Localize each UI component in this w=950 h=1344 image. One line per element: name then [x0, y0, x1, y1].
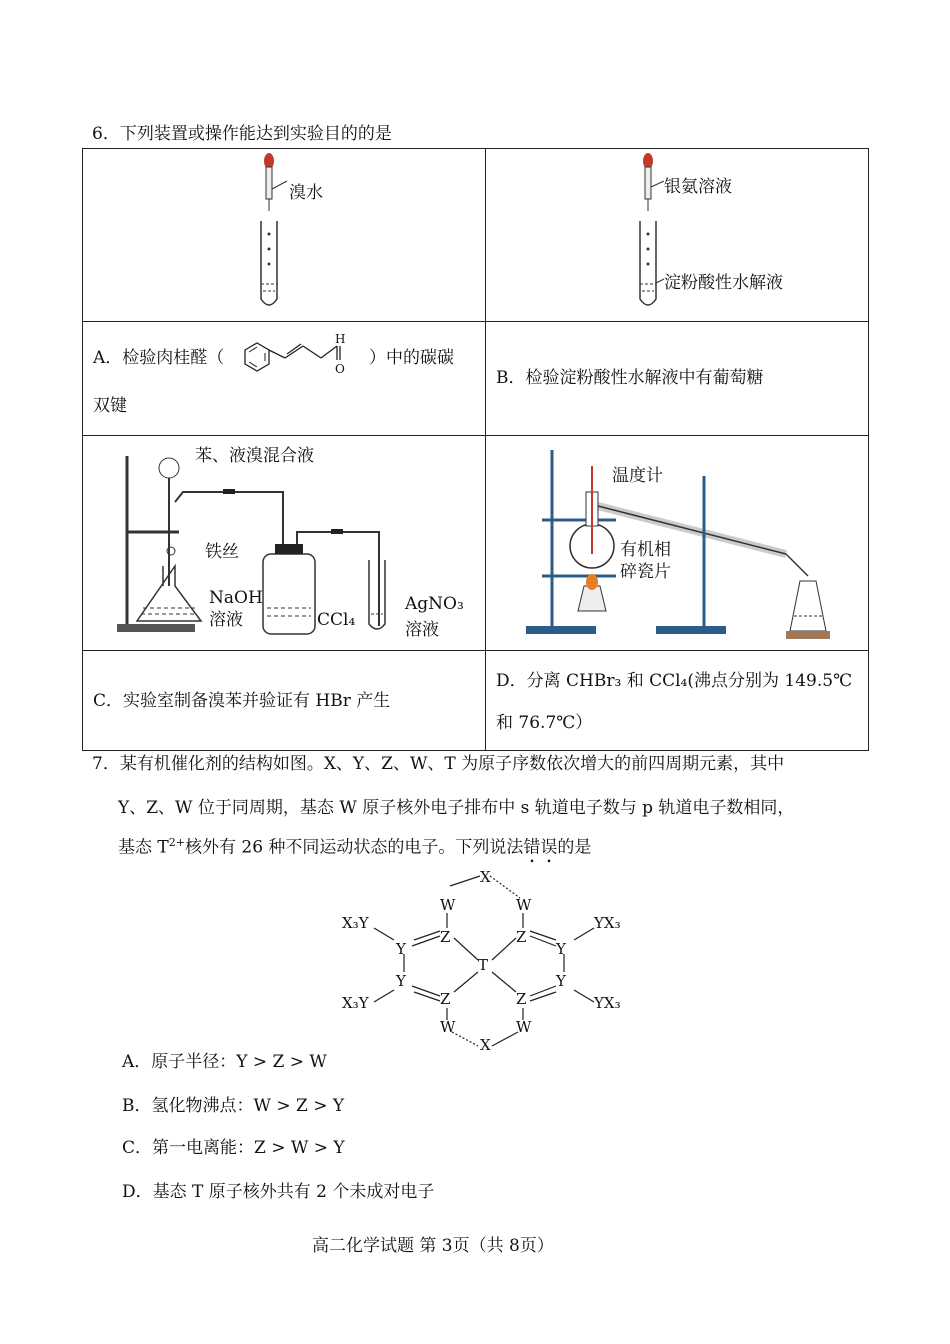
cell-b-figure	[486, 149, 869, 322]
bromobenzene-apparatus	[83, 436, 485, 646]
atom-x-top: X	[480, 868, 491, 886]
q7-line3-end: 的是	[557, 837, 592, 858]
boiling-chips-label: 碎瓷片	[620, 562, 671, 582]
option-a-text-pre: A．检验肉桂醛（	[93, 348, 225, 368]
option-d-cell	[486, 651, 869, 751]
cell-c-figure	[83, 436, 486, 651]
group-x3y-tl: X₃Y	[342, 914, 369, 932]
naoh-label-2: 溶液	[209, 610, 243, 630]
test-tube-a-figure	[83, 149, 485, 317]
atom-y-tl: Y	[396, 940, 406, 958]
iron-wire-label: 铁丝	[205, 542, 239, 562]
option-a-cell	[83, 322, 486, 436]
funnel-mixture-label: 苯、液溴混合液	[195, 446, 314, 466]
agno3-label-1: AgNO₃	[405, 594, 464, 614]
cinnamaldehyde-structure	[233, 332, 373, 382]
cell-a-figure	[83, 149, 486, 322]
q7-option-a: A．原子半径：Y > Z > W	[122, 1052, 327, 1072]
q7-option-b: B．氢化物沸点：W > Z > Y	[122, 1096, 345, 1116]
atom-y-bl: Y	[396, 972, 406, 990]
q7-option-c: C．第一电离能：Z > W > Y	[122, 1138, 345, 1158]
aldehyde-o-label: O	[335, 362, 345, 376]
group-x3y-bl: X₃Y	[342, 994, 369, 1012]
silver-ammonia-label: 银氨溶液	[664, 177, 732, 197]
question-6-stem: 6．下列装置或操作能达到实验目的的是	[92, 124, 392, 144]
atom-z-tl: Z	[440, 928, 451, 946]
group-yx3-br: YX₃	[594, 994, 621, 1012]
question-7-line1: 7．某有机催化剂的结构如图。X、Y、Z、W、T 为原子序数依次增大的前四周期元素，其中	[92, 754, 785, 774]
option-b-text: B．检验淀粉酸性水解液中有葡萄糖	[496, 368, 764, 388]
q7-option-d: D．基态 T 原子核外共有 2 个未成对电子	[122, 1182, 435, 1202]
q7-line3-emph: 错误	[523, 837, 558, 858]
agno3-label-2: 溶液	[405, 620, 439, 640]
option-a-line2: 双键	[93, 396, 127, 416]
option-b-cell	[486, 322, 869, 436]
aldehyde-h-label: H	[335, 332, 346, 346]
atom-z-br: Z	[516, 990, 527, 1008]
q7-line3-pre: 基态 T	[118, 837, 169, 858]
atom-w-bl: W	[440, 1018, 456, 1036]
distillation-apparatus	[486, 436, 868, 646]
atom-w-tl: W	[440, 896, 456, 914]
atom-z-bl: Z	[440, 990, 451, 1008]
bromine-water-label: 溴水	[289, 183, 323, 203]
page-footer: 高二化学试题 第 3页（共 8页）	[312, 1236, 554, 1256]
cell-d-figure	[486, 436, 869, 651]
naoh-label-1: NaOH	[209, 588, 263, 608]
atom-x-bottom: X	[480, 1036, 491, 1054]
q7-line3-post: 核外有 26 种不同运动状态的电子。下列说法	[184, 837, 524, 858]
q7-line3-sup: 2+	[168, 836, 185, 849]
question-7-line2: Y、Z、W 位于同周期，基态 W 原子核外电子排布中 s 轨道电子数与 p 轨道电子数相同，	[118, 798, 795, 818]
atom-y-tr: Y	[556, 940, 566, 958]
organic-phase-label: 有机相	[620, 540, 671, 560]
atom-t-center: T	[478, 956, 489, 974]
atom-z-tr: Z	[516, 928, 527, 946]
atom-y-br: Y	[556, 972, 566, 990]
option-d-line2: 和 76.7℃）	[496, 713, 593, 733]
question-7-line3	[118, 836, 591, 868]
ccl4-label: CCl₄	[317, 610, 356, 630]
thermometer-label: 温度计	[612, 466, 663, 486]
question-6-table	[82, 148, 869, 751]
option-d-line1: D．分离 CHBr₃ 和 CCl₄(沸点分别为 149.5℃	[496, 671, 853, 691]
group-yx3-tr: YX₃	[594, 914, 621, 932]
starch-hydrolysate-label: 淀粉酸性水解液	[664, 273, 783, 293]
option-c-text: C．实验室制备溴苯并验证有 HBr 产生	[93, 691, 391, 711]
option-a-text-post: ）中的碳碳	[369, 348, 454, 368]
atom-w-br: W	[516, 1018, 532, 1036]
atom-w-tr: W	[516, 896, 532, 914]
option-c-cell	[83, 651, 486, 751]
catalyst-structure	[330, 868, 630, 1058]
